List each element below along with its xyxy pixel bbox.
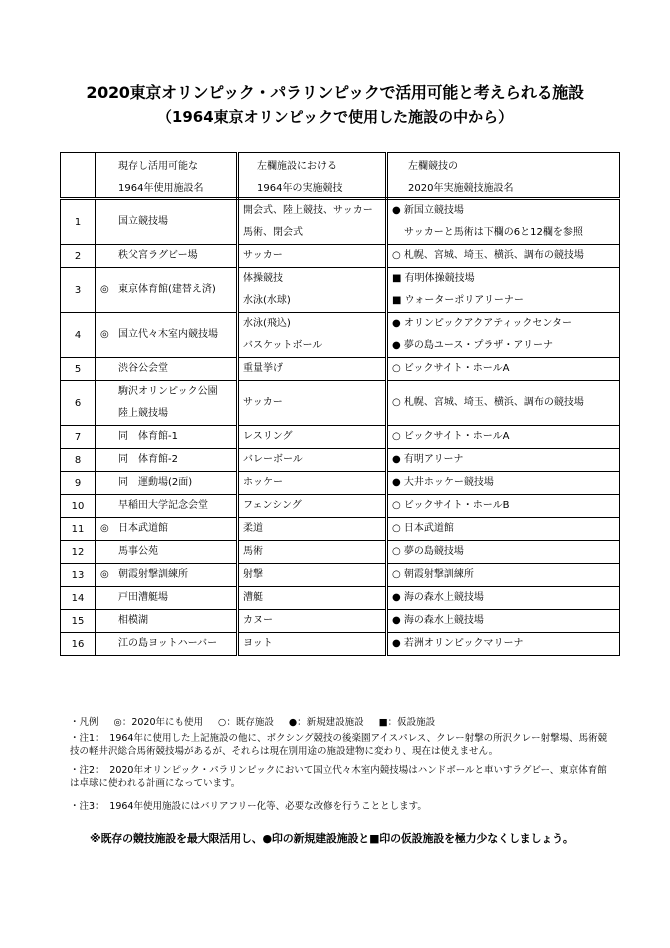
venue-name: ● 海の森水上競技場 bbox=[392, 615, 484, 626]
sport-name: ホッケー bbox=[243, 477, 283, 488]
venue-cell bbox=[387, 426, 620, 449]
table-row bbox=[61, 381, 620, 426]
footer-appeal: ※既存の競技施設を最大限活用し、●印の新規建設施設と■印の仮設施設を極力少なくしましょう。 bbox=[90, 832, 574, 845]
facility-cell bbox=[96, 610, 238, 633]
venue-cell bbox=[387, 313, 620, 358]
venue-name: ● オリンピックアクアティックセンター bbox=[392, 318, 573, 329]
facility-name: 渋谷公会堂 bbox=[118, 363, 168, 374]
row-number: 13 bbox=[61, 564, 96, 587]
sport-name: 開会式、陸上競技、サッカー bbox=[243, 205, 373, 216]
venue-name: サッカーと馬術は下欄の6と12欄を参照 bbox=[404, 227, 583, 238]
legend-item-reuse: ◎：2020年にも使用 bbox=[113, 717, 204, 728]
facility-cell bbox=[96, 495, 238, 518]
venue-cell bbox=[387, 564, 620, 587]
reuse-mark: ◎ bbox=[100, 569, 109, 580]
note-2: ・注2： 2020年オリンピック・パラリンピックにおいて国立代々木室内競技場はハンドボールと車いすラグビー、東京体育館は卓球に使われる計画になっています。 bbox=[70, 765, 607, 789]
row-number: 7 bbox=[61, 426, 96, 449]
venue-name: ● 有明アリーナ bbox=[392, 454, 464, 465]
venue-name: ○ 朝霞射撃訓練所 bbox=[392, 569, 474, 580]
venue-name: ○ 札幌、宮城、埼玉、横浜、調布の競技場 bbox=[392, 250, 584, 261]
header-sports-line2: 1964年の実施競技 bbox=[238, 175, 387, 199]
table-row bbox=[61, 541, 620, 564]
table-row bbox=[61, 587, 620, 610]
row-number: 14 bbox=[61, 587, 96, 610]
venue-name: ● 海の森水上競技場 bbox=[392, 592, 484, 603]
sport-cell bbox=[238, 268, 387, 313]
venue-name: ● 夢の島ユース・プラザ・アリーナ bbox=[392, 340, 554, 351]
facility-cell bbox=[96, 587, 238, 610]
facility-name: 相模湖 bbox=[118, 615, 148, 626]
facility-cell bbox=[96, 564, 238, 587]
venue-name: ■ 有明体操競技場 bbox=[392, 273, 475, 284]
row-number: 16 bbox=[61, 633, 96, 656]
table-row bbox=[61, 199, 620, 245]
facility-name: 駒沢オリンピック公園 bbox=[118, 386, 218, 397]
sport-cell bbox=[238, 426, 387, 449]
row-number: 6 bbox=[61, 381, 96, 426]
row-number: 3 bbox=[61, 268, 96, 313]
venue-name: ○ 夢の島競技場 bbox=[392, 546, 464, 557]
venue-cell bbox=[387, 541, 620, 564]
sport-cell bbox=[238, 381, 387, 426]
facility-name: 国立代々木室内競技場 bbox=[118, 329, 218, 340]
venues-table bbox=[60, 152, 620, 656]
table-row bbox=[61, 518, 620, 541]
sport-cell bbox=[238, 199, 387, 245]
table-row bbox=[61, 268, 620, 313]
header-facility-line1: 現存し活用可能な bbox=[96, 153, 238, 176]
venue-name: ○ ビックサイト・ホールB bbox=[392, 500, 510, 511]
header-venue-line1: 左欄競技の bbox=[387, 153, 620, 176]
sport-name: 水泳(飛込) bbox=[243, 318, 291, 329]
table-row bbox=[61, 610, 620, 633]
facility-name: 早稲田大学記念会堂 bbox=[118, 500, 208, 511]
facility-name: 秩父宮ラグビー場 bbox=[118, 250, 198, 261]
facility-cell bbox=[96, 358, 238, 381]
facility-cell bbox=[96, 472, 238, 495]
table-body bbox=[61, 199, 620, 656]
table-row bbox=[61, 426, 620, 449]
header-num bbox=[61, 153, 96, 176]
header-sports-line1: 左欄施設における bbox=[238, 153, 387, 176]
facility-name: 朝霞射撃訓練所 bbox=[118, 569, 188, 580]
legend-item-temporary: ■：仮設施設 bbox=[378, 717, 436, 728]
facility-cell bbox=[96, 541, 238, 564]
facility-cell bbox=[96, 245, 238, 268]
sport-cell bbox=[238, 610, 387, 633]
sport-cell bbox=[238, 564, 387, 587]
document-subtitle: （1964東京オリンピックで使用した施設の中から） bbox=[156, 108, 514, 126]
sport-name: 射撃 bbox=[243, 569, 263, 580]
sport-name: レスリング bbox=[243, 431, 293, 442]
sport-name: ヨット bbox=[243, 638, 273, 649]
sport-cell bbox=[238, 495, 387, 518]
row-number: 10 bbox=[61, 495, 96, 518]
row-number: 8 bbox=[61, 449, 96, 472]
sport-name: 柔道 bbox=[243, 523, 263, 534]
sport-cell bbox=[238, 541, 387, 564]
facility-cell bbox=[96, 381, 238, 426]
facility-cell bbox=[96, 199, 238, 245]
legend-label: ・凡例 bbox=[70, 717, 99, 728]
facility-name: 江の島ヨットハーバー bbox=[118, 638, 218, 649]
facility-name: 東京体育館(建替え済) bbox=[118, 284, 216, 295]
venue-cell bbox=[387, 358, 620, 381]
sport-cell bbox=[238, 313, 387, 358]
sport-cell bbox=[238, 358, 387, 381]
sport-cell bbox=[238, 587, 387, 610]
venue-name: ● 新国立競技場 bbox=[392, 205, 464, 216]
venue-name: ● 大井ホッケー競技場 bbox=[392, 477, 494, 488]
sport-name: サッカー bbox=[243, 397, 283, 408]
sport-name: 水泳(水球) bbox=[243, 295, 291, 306]
facility-name: 同 体育館-2 bbox=[118, 454, 178, 465]
venue-cell bbox=[387, 268, 620, 313]
venue-cell bbox=[387, 587, 620, 610]
table-row bbox=[61, 313, 620, 358]
document-title: 2020東京オリンピック・パラリンピックで活用可能と考えられる施設 bbox=[86, 83, 584, 102]
venue-cell bbox=[387, 381, 620, 426]
reuse-mark: ◎ bbox=[100, 284, 109, 295]
table-header-row bbox=[61, 175, 620, 199]
facility-name: 同 体育館-1 bbox=[118, 431, 178, 442]
notes-section bbox=[70, 716, 610, 816]
row-number: 2 bbox=[61, 245, 96, 268]
table-row bbox=[61, 564, 620, 587]
facility-cell bbox=[96, 426, 238, 449]
row-number: 4 bbox=[61, 313, 96, 358]
venue-cell bbox=[387, 449, 620, 472]
sport-name: カヌー bbox=[243, 615, 273, 626]
row-number: 15 bbox=[61, 610, 96, 633]
venue-name: ■ ウォーターポリアリーナー bbox=[392, 295, 524, 306]
facility-name: 戸田漕艇場 bbox=[118, 592, 168, 603]
facility-name: 国立競技場 bbox=[118, 216, 168, 227]
venue-cell bbox=[387, 610, 620, 633]
note-1: ・注1： 1964年に使用した上記施設の他に、ボクシング競技の後楽園アイスパレス、クレー射撃の所沢クレー射撃場、馬術競技の軽井沢総合馬術競技場があるが、それらは現在別用途の施設建物に変わり、現在は使えません。 bbox=[70, 733, 608, 757]
table-row bbox=[61, 495, 620, 518]
sport-name: 漕艇 bbox=[243, 592, 263, 603]
sport-name: サッカー bbox=[243, 250, 283, 261]
facility-name: 陸上競技場 bbox=[118, 408, 168, 419]
row-number: 11 bbox=[61, 518, 96, 541]
venue-cell bbox=[387, 199, 620, 245]
legend-item-new: ●：新規建設施設 bbox=[288, 717, 364, 728]
sport-cell bbox=[238, 245, 387, 268]
row-number: 5 bbox=[61, 358, 96, 381]
table-row bbox=[61, 633, 620, 656]
note-3: ・注3： 1964年使用施設にはバリアフリー化等、必要な改修を行うこととします。 bbox=[70, 801, 427, 812]
legend-item-existing: ○：既存施設 bbox=[218, 717, 274, 728]
sport-name: 馬術、閉会式 bbox=[243, 227, 303, 238]
facility-name: 同 運動場(2面) bbox=[118, 477, 193, 488]
header-num bbox=[61, 175, 96, 199]
venue-name: ○ ビックサイト・ホールA bbox=[392, 431, 510, 442]
facility-cell bbox=[96, 268, 238, 313]
table-row bbox=[61, 358, 620, 381]
venue-name: ● 若洲オリンピックマリーナ bbox=[392, 638, 524, 649]
facility-name: 馬事公苑 bbox=[118, 546, 158, 557]
venue-cell bbox=[387, 518, 620, 541]
venue-cell bbox=[387, 245, 620, 268]
sport-name: フェンシング bbox=[243, 500, 302, 511]
legend bbox=[70, 716, 610, 729]
sport-name: 体操競技 bbox=[243, 273, 283, 284]
row-number: 9 bbox=[61, 472, 96, 495]
venue-name: ○ ビックサイト・ホールA bbox=[392, 363, 510, 374]
sport-name: バスケットボール bbox=[243, 340, 323, 351]
table-row bbox=[61, 472, 620, 495]
venue-cell bbox=[387, 472, 620, 495]
sport-name: 重量挙げ bbox=[243, 363, 283, 374]
facility-cell bbox=[96, 633, 238, 656]
reuse-mark: ◎ bbox=[100, 523, 109, 534]
table-header-row bbox=[61, 153, 620, 176]
venue-name: ○ 日本武道館 bbox=[392, 523, 454, 534]
facility-cell bbox=[96, 518, 238, 541]
table-row bbox=[61, 245, 620, 268]
header-facility-line2: 1964年使用施設名 bbox=[96, 175, 238, 199]
sport-cell bbox=[238, 472, 387, 495]
venue-cell bbox=[387, 633, 620, 656]
row-number: 1 bbox=[61, 199, 96, 245]
sport-name: バレーボール bbox=[243, 454, 303, 465]
header-venue-line2: 2020年実施競技施設名 bbox=[387, 175, 620, 199]
row-number: 12 bbox=[61, 541, 96, 564]
sport-cell bbox=[238, 518, 387, 541]
reuse-mark: ◎ bbox=[100, 329, 109, 340]
sport-cell bbox=[238, 449, 387, 472]
sport-name: 馬術 bbox=[243, 546, 263, 557]
facility-cell bbox=[96, 313, 238, 358]
facility-cell bbox=[96, 449, 238, 472]
venue-name: ○ 札幌、宮城、埼玉、横浜、調布の競技場 bbox=[392, 397, 584, 408]
sport-cell bbox=[238, 633, 387, 656]
table-row bbox=[61, 449, 620, 472]
venue-cell bbox=[387, 495, 620, 518]
facility-name: 日本武道館 bbox=[118, 523, 168, 534]
